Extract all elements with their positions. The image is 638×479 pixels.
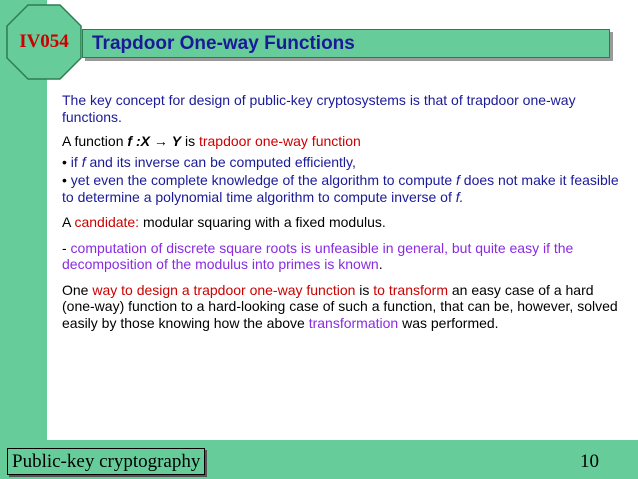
bullet-item-2: • yet even the complete knowledge of the algorithm to compute f does not make it feasible to determine a polynomial time algorithm to compute inverse of f. [62,172,619,205]
slide-title: Trapdoor One-way Functions [82,29,610,58]
bullet-icon: • [62,172,67,188]
candidate-term: candidate: [74,214,140,230]
dash-item: - computation of discrete square roots is unfeasible in general, but quite easy if the decomposition of the modulus into primes is known. [62,239,574,272]
bullet-item-1: • if f and its inverse can be computed efficiently, [62,153,356,170]
design-paragraph: One way to design a trapdoor one-way function is to transform an easy case of a hard (one-way) function to a hard-looking case of such a function, that can be, however, solved easily by those knowing how the above transformation was performed. [62,281,618,331]
definition-line: A function f :X → Y is trapdoor one-way function [62,133,361,149]
transformation-term: transformation [308,314,399,331]
definition-term: trapdoor one-way function [198,133,361,149]
arrow-icon: → [149,133,172,149]
slide-body [62,92,622,331]
page-number: 10 [580,450,599,472]
dash-icon: - [62,239,67,256]
bullet-icon: • [62,153,67,170]
course-code: IV054 [19,31,69,52]
candidate-line: A candidate: modular squaring with a fixed modulus. [62,214,386,230]
course-footer: Public-key cryptography [7,448,205,475]
course-badge [6,4,82,80]
intro-paragraph: The key concept for design of public-key cryptosystems is that of trapdoor one-way functions. [62,92,576,125]
design-term: way to design a trapdoor one-way function [92,281,356,298]
transform-term: to transform [373,281,448,298]
